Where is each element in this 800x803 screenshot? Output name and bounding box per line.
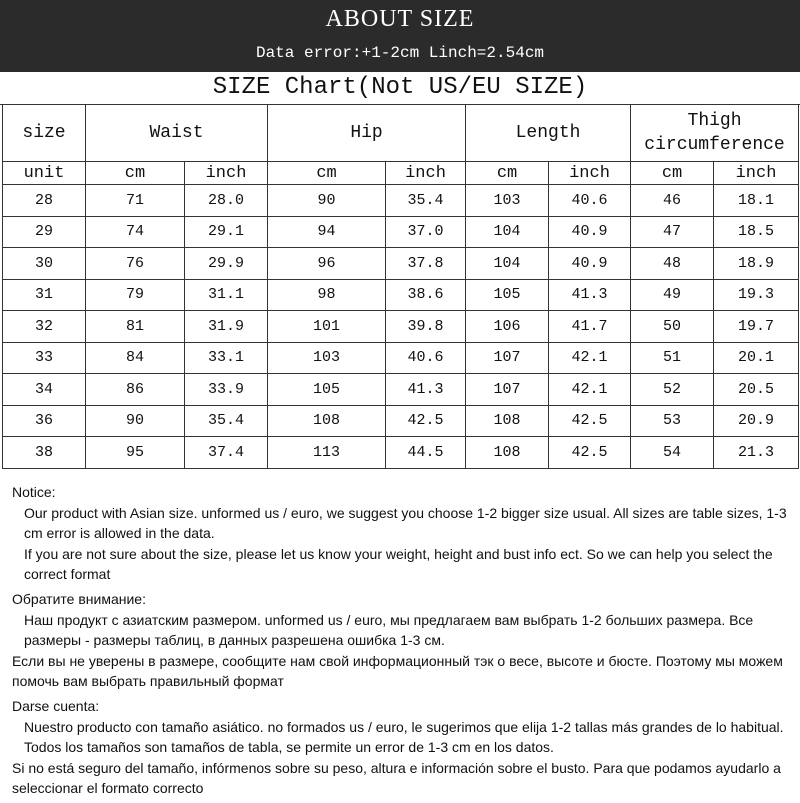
- notice-heading: Darse cuenta:: [12, 697, 100, 714]
- unit-cell: inch: [549, 162, 631, 185]
- size-row: [3, 185, 799, 217]
- measurement-cell: 31.1: [185, 279, 268, 311]
- measurement-cell: 31.9: [185, 311, 268, 343]
- measurement-cell: 103: [466, 185, 549, 217]
- banner-subtitle: Data error:+1-2cm Linch=2.54cm: [255, 44, 545, 62]
- measurement-cell: 18.1: [714, 185, 799, 217]
- measurement-cell: 48: [631, 248, 714, 280]
- measurement-cell: 33.9: [185, 374, 268, 406]
- measurement-cell: 79: [86, 279, 185, 311]
- measurement-cell: 42.1: [549, 342, 631, 374]
- measurement-cell: 50: [631, 311, 714, 343]
- header-waist: Waist: [86, 105, 268, 162]
- size-cell: 34: [3, 374, 86, 406]
- measurement-cell: 20.5: [714, 374, 799, 406]
- unit-cell: unit: [3, 162, 86, 185]
- notice-paragraph: If you are not sure about the size, please let us know your weight, height and bust info ect. So we can help you select the correct format: [24, 545, 773, 583]
- size-cell: 31: [3, 279, 86, 311]
- notes-section: [12, 482, 792, 803]
- size-table: [2, 104, 799, 469]
- measurement-cell: 38.6: [386, 279, 466, 311]
- measurement-cell: 33.1: [185, 342, 268, 374]
- measurement-cell: 20.9: [714, 405, 799, 437]
- chart-title: SIZE Chart(Not US/EU SIZE): [212, 74, 588, 101]
- measurement-cell: 54: [631, 437, 714, 469]
- measurement-cell: 107: [466, 374, 549, 406]
- measurement-cell: 108: [466, 437, 549, 469]
- measurement-cell: 37.0: [386, 216, 466, 248]
- measurement-cell: 76: [86, 248, 185, 280]
- measurement-cell: 46: [631, 185, 714, 217]
- chart-title-row: [0, 72, 800, 105]
- banner-title: ABOUT SIZE: [325, 6, 475, 32]
- measurement-cell: 108: [466, 405, 549, 437]
- header-thigh: Thigh circumference: [631, 105, 799, 162]
- measurement-cell: 108: [268, 405, 386, 437]
- measurement-cell: 49: [631, 279, 714, 311]
- size-cell: 36: [3, 405, 86, 437]
- measurement-cell: 52: [631, 374, 714, 406]
- size-row: [3, 405, 799, 437]
- notes-english: [12, 482, 792, 585]
- unit-cell: inch: [386, 162, 466, 185]
- measurement-cell: 104: [466, 248, 549, 280]
- measurement-cell: 42.5: [549, 405, 631, 437]
- measurement-cell: 18.9: [714, 248, 799, 280]
- measurement-cell: 41.3: [386, 374, 466, 406]
- measurement-cell: 41.3: [549, 279, 631, 311]
- unit-cell: cm: [631, 162, 714, 185]
- measurement-cell: 29.1: [185, 216, 268, 248]
- notice-heading: Notice:: [12, 484, 56, 500]
- measurement-cell: 103: [268, 342, 386, 374]
- size-cell: 38: [3, 437, 86, 469]
- size-row: [3, 342, 799, 374]
- notice-paragraph: Si no está seguro del tamaño, infórmenos sobre su peso, altura e información sobre el busto. Para que podamos ayudarlo a seleccionar el formato correcto: [12, 759, 781, 797]
- measurement-cell: 21.3: [714, 437, 799, 469]
- notice-paragraph: Our product with Asian size. unformed us / euro, we suggest you choose 1-2 bigger size usual. All sizes are table sizes, 1-3 cm error is allowed in the data.: [24, 504, 787, 542]
- size-row: [3, 248, 799, 280]
- measurement-cell: 101: [268, 311, 386, 343]
- unit-row: [3, 162, 799, 185]
- measurement-cell: 18.5: [714, 216, 799, 248]
- measurement-cell: 90: [86, 405, 185, 437]
- measurement-cell: 53: [631, 405, 714, 437]
- measurement-cell: 39.8: [386, 311, 466, 343]
- header-hip: Hip: [268, 105, 466, 162]
- size-cell: 32: [3, 311, 86, 343]
- measurement-cell: 42.5: [549, 437, 631, 469]
- measurement-cell: 44.5: [386, 437, 466, 469]
- measurement-cell: 90: [268, 185, 386, 217]
- size-cell: 29: [3, 216, 86, 248]
- measurement-cell: 74: [86, 216, 185, 248]
- measurement-cell: 107: [466, 342, 549, 374]
- measurement-cell: 71: [86, 185, 185, 217]
- measurement-cell: 19.3: [714, 279, 799, 311]
- measurement-cell: 113: [268, 437, 386, 469]
- measurement-cell: 35.4: [185, 405, 268, 437]
- unit-cell: cm: [466, 162, 549, 185]
- unit-cell: cm: [268, 162, 386, 185]
- measurement-cell: 96: [268, 248, 386, 280]
- header-row: [3, 105, 799, 162]
- measurement-cell: 40.9: [549, 216, 631, 248]
- size-row: [3, 216, 799, 248]
- notes-russian: [12, 589, 792, 692]
- size-cell: 30: [3, 248, 86, 280]
- measurement-cell: 40.6: [549, 185, 631, 217]
- notice-heading: Обратите внимание:: [12, 590, 146, 607]
- size-row: [3, 374, 799, 406]
- unit-cell: inch: [714, 162, 799, 185]
- measurement-cell: 105: [466, 279, 549, 311]
- notice-paragraph: Если вы не уверены в размере, сообщите нам свой информационный тэк о весе, высоте и бюсте. Поэтому мы можем помочь вам выбрать правильный формат: [12, 652, 783, 690]
- measurement-cell: 29.9: [185, 248, 268, 280]
- measurement-cell: 98: [268, 279, 386, 311]
- measurement-cell: 28.0: [185, 185, 268, 217]
- unit-cell: inch: [185, 162, 268, 185]
- size-row: [3, 311, 799, 343]
- measurement-cell: 42.1: [549, 374, 631, 406]
- unit-cell: cm: [86, 162, 185, 185]
- measurement-cell: 84: [86, 342, 185, 374]
- measurement-cell: 40.9: [549, 248, 631, 280]
- measurement-cell: 42.5: [386, 405, 466, 437]
- measurement-cell: 47: [631, 216, 714, 248]
- measurement-cell: 95: [86, 437, 185, 469]
- notes-spanish: [12, 696, 792, 799]
- size-row: [3, 279, 799, 311]
- measurement-cell: 94: [268, 216, 386, 248]
- measurement-cell: 106: [466, 311, 549, 343]
- measurement-cell: 51: [631, 342, 714, 374]
- size-rows: [3, 185, 799, 469]
- measurement-cell: 81: [86, 311, 185, 343]
- notice-paragraph: Наш продукт с азиатским размером. unformed us / euro, мы предлагаем вам выбрать 1-2 больших размера. Все размеры - размеры таблиц, в данных разрешена ошибка 1-3 см.: [24, 611, 754, 649]
- size-cell: 33: [3, 342, 86, 374]
- measurement-cell: 104: [466, 216, 549, 248]
- measurement-cell: 20.1: [714, 342, 799, 374]
- measurement-cell: 40.6: [386, 342, 466, 374]
- measurement-cell: 105: [268, 374, 386, 406]
- notice-paragraph: Nuestro producto con tamaño asiático. no formados us / euro, le sugerimos que elija 1-2 tallas más grandes de lo habitual. Todos los tamaños son tamaños de tabla, se permite un error de 1-3 cm en los datos.: [24, 718, 784, 756]
- measurement-cell: 86: [86, 374, 185, 406]
- header-length: Length: [466, 105, 631, 162]
- measurement-cell: 41.7: [549, 311, 631, 343]
- measurement-cell: 19.7: [714, 311, 799, 343]
- measurement-cell: 37.8: [386, 248, 466, 280]
- size-row: [3, 437, 799, 469]
- header-size: size: [3, 105, 86, 162]
- size-cell: 28: [3, 185, 86, 217]
- header-banner: [0, 0, 800, 72]
- measurement-cell: 37.4: [185, 437, 268, 469]
- measurement-cell: 35.4: [386, 185, 466, 217]
